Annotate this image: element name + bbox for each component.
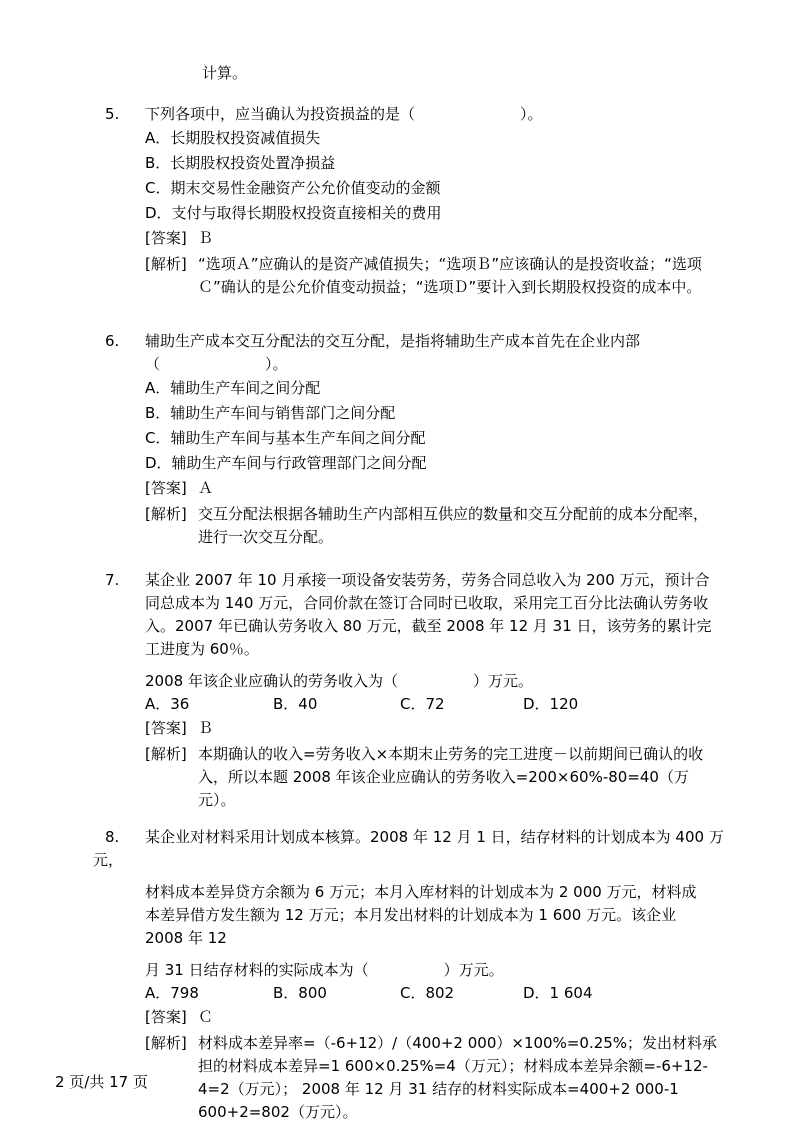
question-stem: 某企业 2007 年 10 月承接一项设备安装劳务，劳务合同总收入为 200 万元，预计合同总成本为 140 万元，合同价款在签订合同时已收取，采用完工百分比法确认劳务收入。2007 年已确认劳务收入 80 万元，截至 2008 年 12 月 31 日，该劳务的累计完工进度为 60％。 [145,571,712,658]
analysis-label: [解析] [145,505,187,523]
analysis-label: [解析] [145,745,187,763]
option-d: D．120 [523,695,579,713]
question-body-line: 材料成本差异贷方余额为 6 万元；本月入库材料的计划成本为 2 000 万元，材料成 [145,883,697,901]
analysis-label: [解析] [145,1034,187,1052]
question-stem: 某企业对材料采用计划成本核算。2008 年 12 月 1 日，结存材料的计划成本为 400 万 [145,828,724,846]
question-5 [105,103,719,299]
answer-row [145,1005,719,1030]
question-7-options [145,693,719,716]
analysis-row [145,1032,719,1123]
question-body-line: 2008 年 12 [145,929,227,947]
answer-row [145,476,719,501]
question-6-options [145,376,719,476]
question-7 [105,569,719,812]
question-number: 7. [105,571,120,589]
option-b: B．800 [273,984,327,1002]
option-c: C．72 [400,695,445,713]
option-c: C．辅助生产车间与基本生产车间之间分配 [145,429,426,447]
answer-value: Ｂ [198,719,214,737]
option-d: D．支付与取得长期股权投资直接相关的费用 [145,204,442,222]
answer-row [145,716,719,741]
question-stem-blank-line: （ ）。 [145,355,288,373]
option-c: C．期末交易性金融资产公允价值变动的金额 [145,179,441,197]
question-prompt-line: 2008 年该企业应确认的劳务收入为（ ）万元。 [145,672,533,690]
question-8-options [145,982,719,1005]
question-prompt-line: 月 31 日结存材料的实际成本为（ ）万元。 [145,961,504,979]
question-number: 6. [105,332,120,350]
question-number: 5. [105,105,120,123]
option-a: A．798 [145,984,199,1002]
option-a: A．辅助生产车间之间分配 [145,379,321,397]
answer-value: Ｃ [198,1008,214,1026]
answer-label: [答案] [145,479,187,497]
option-c: C．802 [400,984,455,1002]
question-number: 8. [105,828,120,846]
analysis-text: “选项Ａ”应确认的是资产减值损失；“选项Ｂ”应该确认的是投资收益；“选项Ｃ”确认的是公允价值变动损益；“选项Ｄ”要计入到长期股权投资的成本中。 [198,255,702,296]
answer-label: [答案] [145,1008,187,1026]
question-6-stem-row [105,330,719,353]
answer-label: [答案] [145,719,187,737]
question-stem-wrap: 元， [93,851,124,869]
option-b: B．40 [273,695,318,713]
analysis-text: 材料成本差异率=（-6+12）/（400+2 000）×100%=0.25%；发出材料承担的材料成本差异=1 600×0.25%=4（万元）；材料成本差异余额=-6+12-4=2（万元）； 2008 年 12 月 31 结存的材料实际成本=400+2 000-1 600+2=802（万元）。 [198,1034,718,1121]
option-d: D．1 604 [523,984,593,1002]
analysis-row [145,253,719,299]
answer-value: Ｂ [198,229,214,247]
question-stem: 辅助生产成本交互分配法的交互分配，是指将辅助生产成本首先在企业内部 [145,332,641,350]
analysis-row [145,503,719,549]
option-b: B．长期股权投资处置净损益 [145,154,336,172]
question-7-stem-row [105,569,719,661]
question-5-stem-row [105,103,719,126]
option-b: B．辅助生产车间与销售部门之间分配 [145,404,396,422]
analysis-text: 交互分配法根据各辅助生产内部相互供应的数量和交互分配前的成本分配率，进行一次交互分配。 [198,505,709,546]
answer-label: [答案] [145,229,187,247]
option-a: A．长期股权投资减值损失 [145,129,321,147]
analysis-label: [解析] [145,255,187,273]
page-number-footer: 2 页/共 17 页 [55,1073,148,1091]
question-body-line: 本差异借方发生额为 12 万元；本月发出材料的计划成本为 1 600 万元。该企业 [145,906,677,924]
answer-row [145,226,719,251]
question-stem: 下列各项中，应当确认为投资损益的是（ ）。 [145,105,543,123]
question-5-options [145,126,719,226]
carryover-line: 计算。 [202,64,248,82]
analysis-text: 本期确认的收入=劳务收入×本期末止劳务的完工进度－以前期间已确认的收入，所以本题 2008 年该企业应确认的劳务收入=200×60%-80=40（万元）。 [198,745,704,809]
option-d: D．辅助生产车间与行政管理部门之间分配 [145,454,427,472]
analysis-row [145,743,719,812]
option-a: A．36 [145,695,190,713]
question-6 [105,330,719,549]
question-8-stem-row [105,826,724,849]
answer-value: Ａ [198,479,214,497]
